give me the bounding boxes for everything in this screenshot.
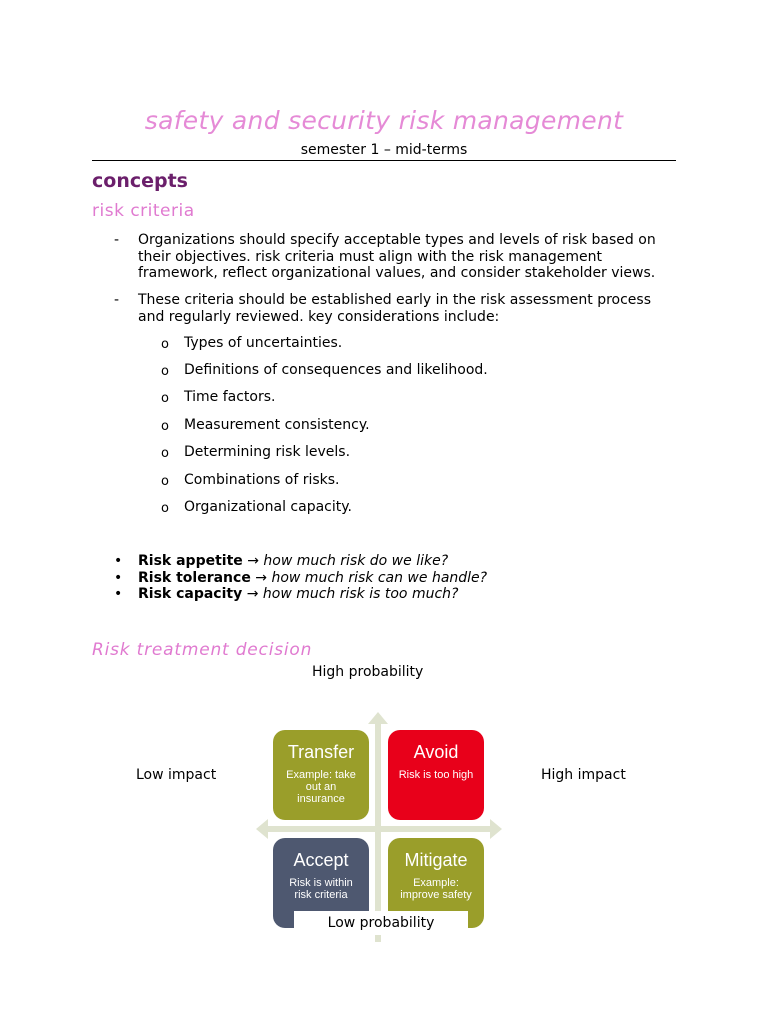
quadrant-text: Example: take out an insurance (286, 769, 356, 805)
quadrant-transfer (273, 730, 369, 820)
term-question: how much risk is too much? (262, 586, 459, 602)
risk-term-capacity (138, 586, 458, 602)
high-probability-label: High probability (312, 664, 424, 680)
section-heading: concepts (92, 170, 188, 192)
list-item: Organizational capacity. (184, 499, 352, 515)
arrow: → (255, 570, 268, 586)
list-marker: o (161, 391, 169, 406)
list-marker: o (161, 446, 169, 461)
left-arrow-icon (256, 819, 268, 839)
term-question: how much risk can we handle? (271, 570, 488, 586)
text-line: their objectives. risk criteria must align with the risk management (138, 248, 602, 265)
treatment-heading: Risk treatment decision (92, 640, 313, 660)
quadrant-title: Accept (293, 850, 349, 870)
text-line: Organizations should specify acceptable types and levels of risk based on (138, 232, 656, 248)
up-arrow-icon (368, 712, 388, 724)
paragraph-criteria (138, 232, 678, 282)
dash-marker: - (114, 232, 120, 248)
arrow: → (247, 553, 259, 569)
quadrant-title: Avoid (413, 742, 459, 762)
low-impact-label: Low impact (136, 767, 217, 783)
quadrant-avoid (388, 730, 484, 820)
list-marker: o (161, 364, 169, 379)
text-line: These criteria should be established early in the risk assessment process (138, 292, 651, 308)
right-arrow-icon (490, 819, 502, 839)
quadrant-title: Mitigate (404, 850, 468, 870)
header-divider (92, 160, 676, 161)
low-probability-label: Low probability (294, 911, 468, 935)
text-line: and regularly reviewed. key considerations include: (138, 308, 500, 325)
page-subtitle: semester 1 – mid-terms (300, 142, 468, 158)
dash-marker: - (114, 292, 120, 308)
risk-term-appetite (138, 553, 448, 569)
text-line: framework, reflect organizational values, and consider stakeholder views. (138, 265, 656, 281)
list-item: Time factors. (184, 389, 276, 405)
quadrant-text: Example: improve safety (400, 877, 472, 901)
list-marker: o (161, 501, 169, 516)
horizontal-axis (266, 826, 492, 832)
bullet-marker: • (114, 570, 123, 586)
paragraph-establish (138, 292, 678, 325)
list-marker: o (161, 419, 169, 434)
list-item: Combinations of risks. (184, 472, 340, 488)
quadrant-title: Transfer (287, 742, 355, 762)
list-item: Measurement consistency. (184, 417, 370, 433)
section-subheading: risk criteria (92, 201, 195, 221)
list-marker: o (161, 474, 169, 489)
quadrant-text: Risk is too high (398, 769, 474, 781)
list-item: Determining risk levels. (184, 444, 351, 460)
list-item: Definitions of consequences and likelihood. (184, 362, 488, 378)
term-question: how much risk do we like? (263, 553, 449, 569)
high-impact-label: High impact (541, 767, 626, 783)
term-label: Risk tolerance (138, 570, 251, 586)
risk-term-tolerance (138, 570, 487, 586)
bullet-marker: • (114, 553, 123, 569)
list-item: Types of uncertainties. (184, 335, 343, 351)
list-marker: o (161, 337, 169, 352)
term-label: Risk appetite (138, 553, 243, 569)
term-label: Risk capacity (138, 586, 243, 602)
page-title: safety and security risk management (144, 106, 624, 135)
arrow: → (246, 586, 259, 602)
quadrant-text: Risk is within risk criteria (289, 877, 353, 901)
bullet-marker: • (114, 586, 123, 602)
